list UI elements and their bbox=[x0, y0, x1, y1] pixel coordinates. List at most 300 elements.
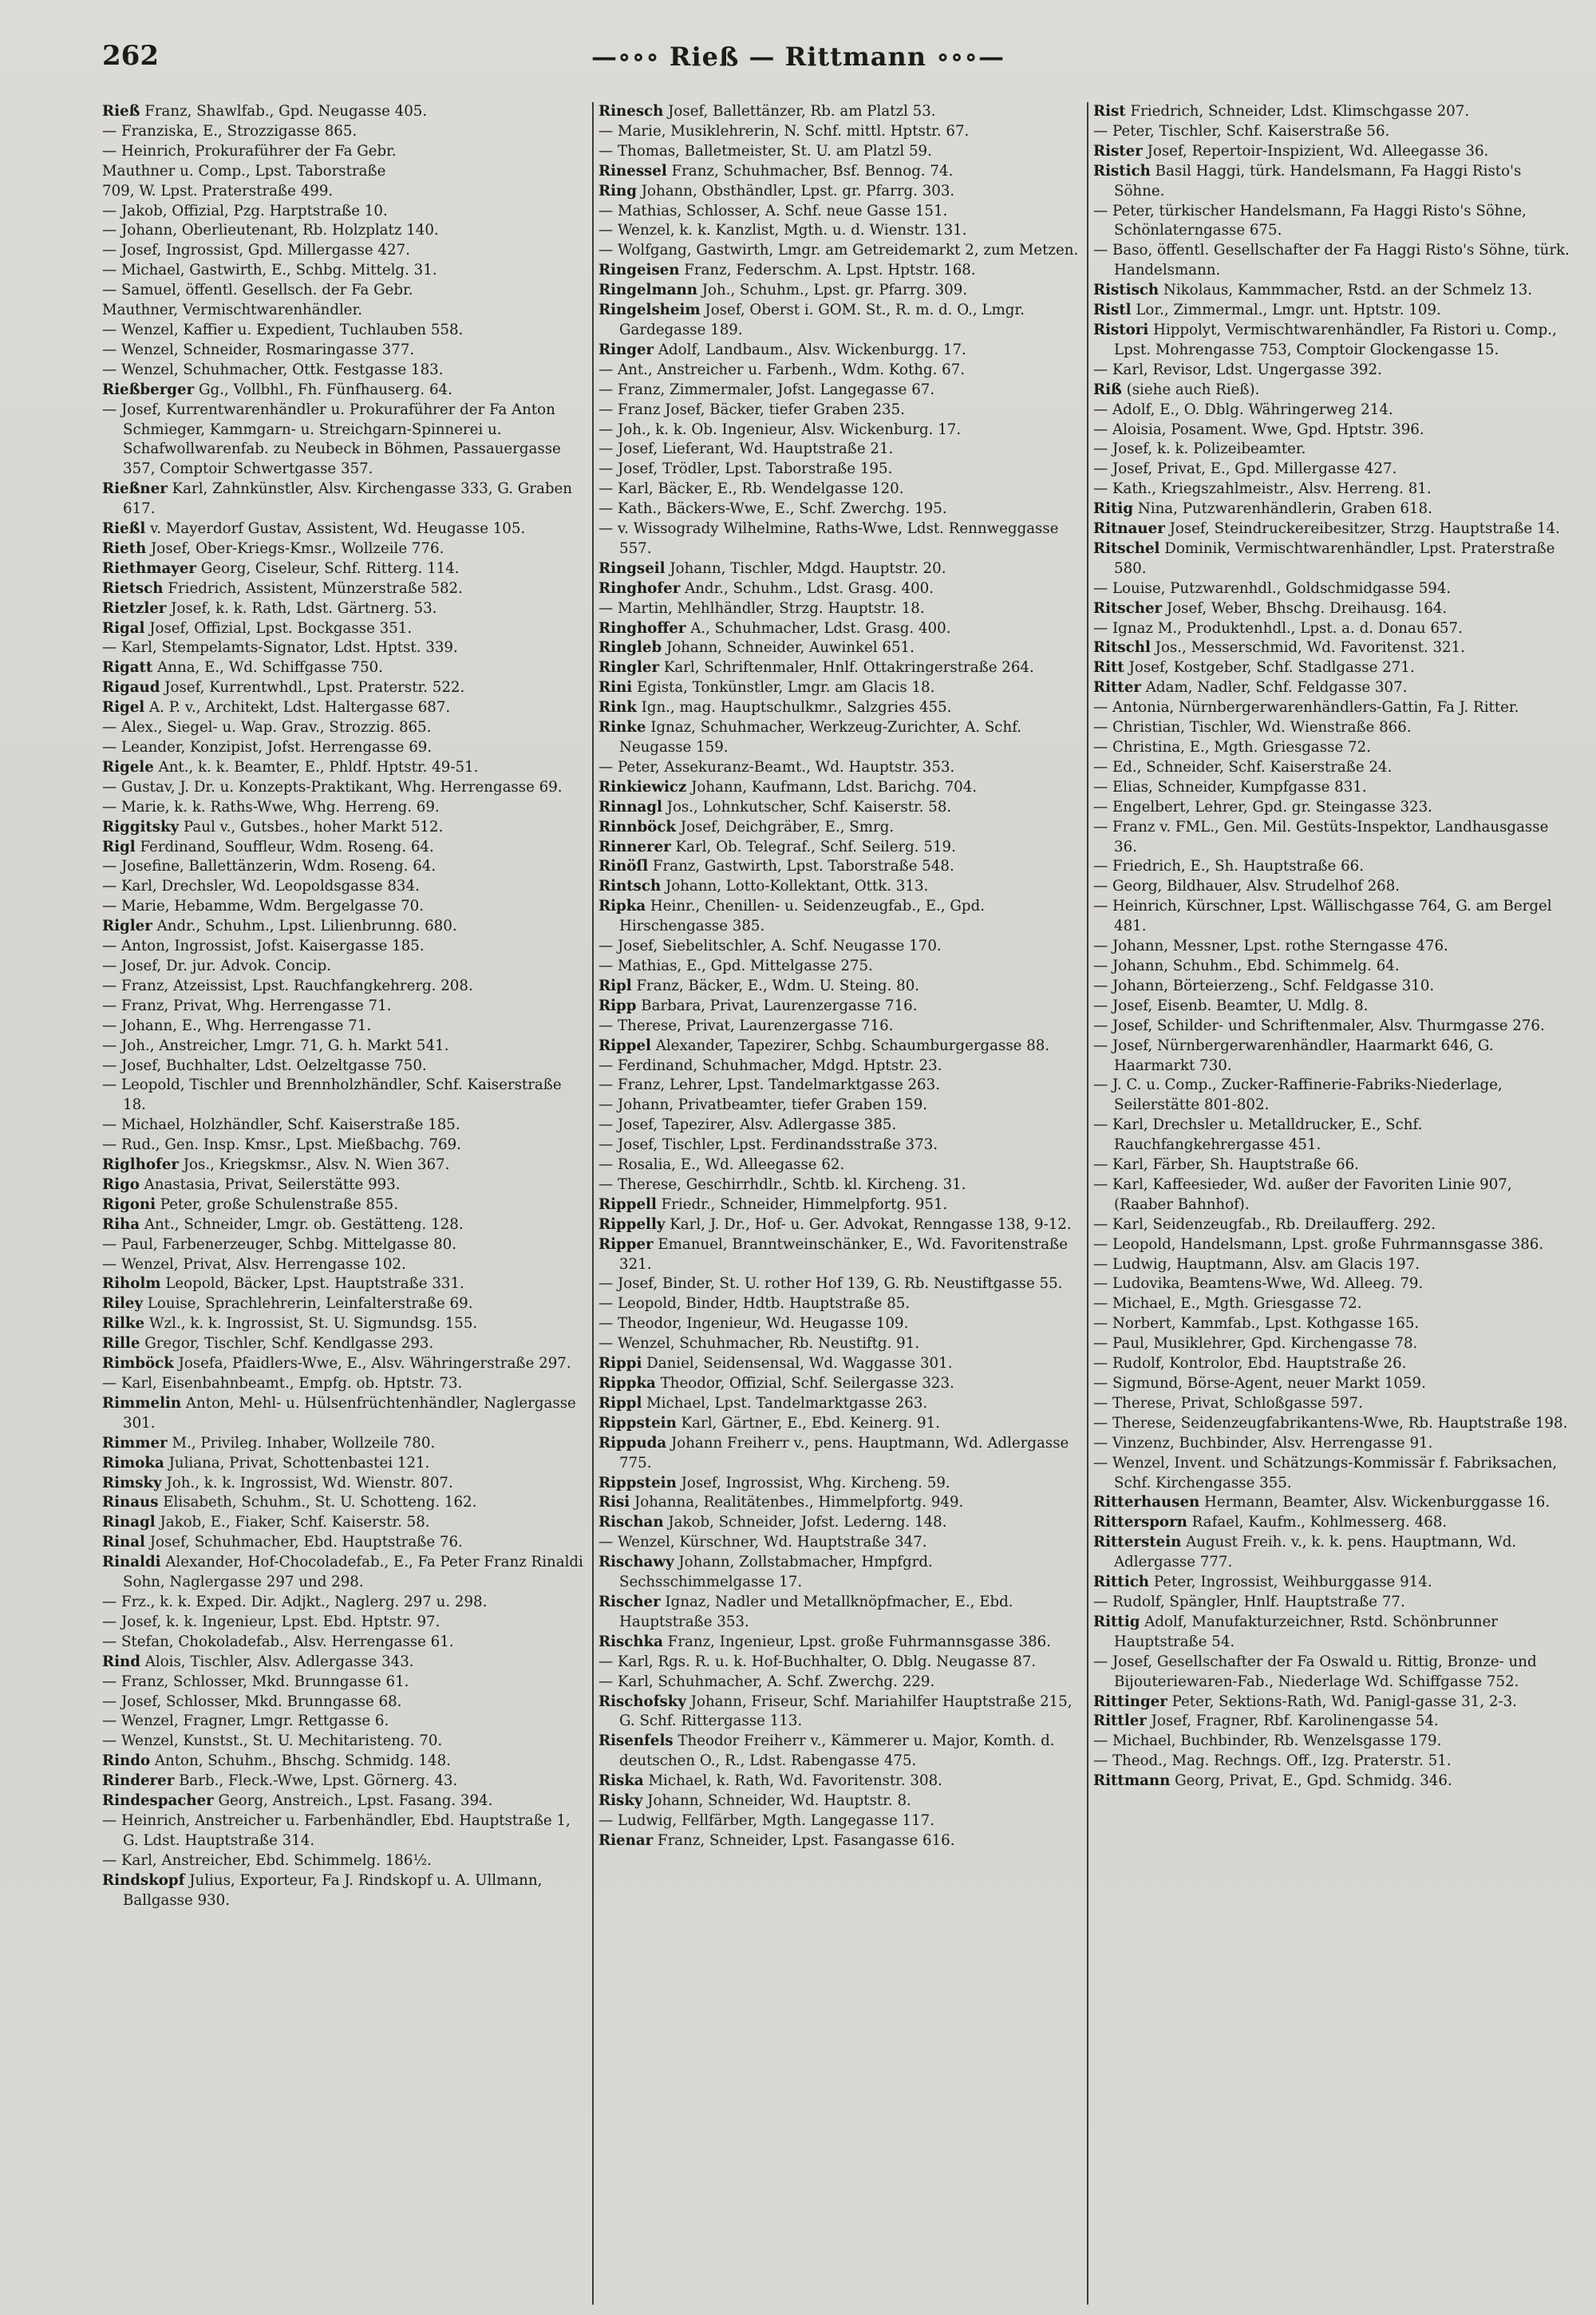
entry-surname: Rilke bbox=[102, 1315, 145, 1333]
directory-entry: Ripka Heinr., Chenillen- u. Seidenzeugfab., E., Gpd. Hirschengasse 385. bbox=[598, 898, 985, 935]
directory-entry: — Karl, Rgs. R. u. k. Hof-Buchhalter, O. Dblg. Neugasse 87. bbox=[598, 1653, 1037, 1670]
entry-surname: Rigl bbox=[102, 838, 136, 855]
directory-entry: — Michael, E., Mgth. Griesgasse 72. bbox=[1093, 1295, 1362, 1313]
directory-entry: Risenfels Theodor Freiherr v., Kämmerer u. Major, Komth. d. deutschen O., R., Ldst. Rabengasse 475. bbox=[598, 1732, 1055, 1770]
directory-entry: Rinesch Josef, Ballettänzer, Rb. am Platzl 53. bbox=[598, 103, 936, 120]
entry-surname: Rippl bbox=[598, 1394, 642, 1412]
directory-entry: — Ignaz M., Produktenhdl., Lpst. a. d. Donau 657. bbox=[1093, 619, 1463, 637]
directory-entry: Rießl v. Mayerdorf Gustav, Assistent, Wd. Heugasse 105. bbox=[102, 520, 526, 538]
entry-surname: Rindespacher bbox=[102, 1792, 214, 1810]
directory-entry: Rinnerer Karl, Ob. Telegraf., Schf. Seilerg. 519. bbox=[598, 838, 956, 855]
directory-entry: — Rudolf, Spängler, Hnlf. Hauptstraße 77. bbox=[1093, 1593, 1405, 1610]
directory-entry: Ristich Basil Haggi, türk. Handelsmann, Fa Haggi Risto's Söhne. bbox=[1093, 162, 1522, 200]
entry-surname: Rippka bbox=[598, 1375, 656, 1392]
entry-surname: Rinal bbox=[102, 1534, 145, 1551]
entry-surname: Rimmelin bbox=[102, 1394, 182, 1412]
directory-entry: — Anton, Ingrossist, Jofst. Kaisergasse 185. bbox=[102, 938, 425, 955]
directory-entry: — Elias, Schneider, Kumpfgasse 831. bbox=[1093, 778, 1367, 796]
directory-entry: — Peter, Tischler, Schf. Kaiserstraße 56. bbox=[1093, 122, 1390, 140]
directory-entry: — Therese, Geschirrhdlr., Schtb. kl. Kircheng. 31. bbox=[598, 1175, 966, 1193]
directory-entry: Rietsch Friedrich, Assistent, Münzerstraße 582. bbox=[102, 579, 463, 597]
entry-surname: Rippi bbox=[598, 1355, 642, 1373]
entry-surname: Rimmer bbox=[102, 1434, 168, 1452]
entry-surname: Ringseil bbox=[598, 559, 666, 577]
entry-surname: Riggitsky bbox=[102, 818, 180, 836]
entry-surname: Riglhofer bbox=[102, 1156, 179, 1174]
directory-entry: Rischan Jakob, Schneider, Jofst. Lederng. 148. bbox=[598, 1514, 947, 1531]
entry-surname: Rietzler bbox=[102, 599, 167, 617]
directory-entry: — Vinzenz, Buchbinder, Alsv. Herrengasse 91. bbox=[1093, 1434, 1433, 1452]
directory-entry: — Mathias, E., Gpd. Mittelgasse 275. bbox=[598, 957, 873, 974]
entry-surname: Rister bbox=[1093, 142, 1143, 160]
page-number: 262 bbox=[102, 40, 159, 72]
entry-surname: Ringelsheim bbox=[598, 302, 701, 319]
directory-entry: Rilke Wzl., k. k. Ingrossist, St. U. Sigmundsg. 155. bbox=[102, 1315, 478, 1333]
directory-entry: — Josef, Tischler, Lpst. Ferdinandsstraße 373. bbox=[598, 1136, 938, 1154]
directory-entry: — Wenzel, Kaffier u. Expedient, Tuchlauben 558. bbox=[102, 321, 464, 338]
entry-surname: Ripka bbox=[598, 898, 646, 915]
directory-entry: Ristori Hippolyt, Vermischtwarenhändler, Fa Ristori u. Comp., Lpst. Mohrengasse 753, Comptoir Glockengasse 15. bbox=[1093, 321, 1557, 358]
directory-entry: Rießner Karl, Zahnkünstler, Alsv. Kirchengasse 333, G. Graben 617. bbox=[102, 480, 572, 518]
entry-surname: Ritterhausen bbox=[1093, 1494, 1200, 1511]
entry-surname: Rinesch bbox=[598, 103, 664, 120]
entry-surname: Rietsch bbox=[102, 579, 164, 597]
entry-surname: Riha bbox=[102, 1215, 140, 1233]
entry-surname: Rind bbox=[102, 1653, 140, 1670]
directory-entry: Ringseil Johann, Tischler, Mdgd. Hauptstr. 20. bbox=[598, 559, 946, 577]
directory-entry: Rippl Michael, Lpst. Tandelmarktgasse 263. bbox=[598, 1394, 928, 1412]
directory-entry: — Rudolf, Kontrolor, Ebd. Hauptstraße 26. bbox=[1093, 1355, 1407, 1373]
directory-entry: — Friedrich, E., Sh. Hauptstraße 66. bbox=[1093, 858, 1364, 875]
directory-entry: — Josef, Ingrossist, Gpd. Millergasse 427. bbox=[102, 242, 410, 259]
directory-entry: — Josef, Schilder- und Schriftenmaler, Alsv. Thurmgasse 276. bbox=[1093, 1017, 1545, 1034]
directory-entry: Rigl Ferdinand, Souffleur, Wdm. Roseng. 64. bbox=[102, 838, 434, 855]
directory-entry: Rinal Josef, Schuhmacher, Ebd. Hauptstraße 76. bbox=[102, 1534, 463, 1551]
entry-surname: Rittig bbox=[1093, 1613, 1140, 1630]
directory-entry: Risky Johann, Schneider, Wd. Hauptstr. 8. bbox=[598, 1792, 911, 1810]
entry-surname: Rießner bbox=[102, 480, 168, 498]
directory-entry: Rischer Ignaz, Nadler und Metallknöpfmacher, E., Ebd. Hauptstraße 353. bbox=[598, 1593, 1013, 1630]
directory-entry: — Franz, Zimmermaler, Jofst. Langegasse 67. bbox=[598, 381, 935, 398]
directory-entry: — Johann, E., Whg. Herrengasse 71. bbox=[102, 1017, 372, 1034]
directory-entry: — Paul, Musiklehrer, Gpd. Kirchengasse 78. bbox=[1093, 1335, 1418, 1353]
directory-entry: Rister Josef, Repertoir-Inspizient, Wd. Alleegasse 36. bbox=[1093, 142, 1489, 160]
entry-surname: Rippuda bbox=[598, 1434, 667, 1452]
directory-entry: Riley Louise, Sprachlehrerin, Leinfalterstraße 69. bbox=[102, 1295, 473, 1313]
directory-entry: Ritterhausen Hermann, Beamter, Alsv. Wickenburggasse 16. bbox=[1093, 1494, 1551, 1511]
directory-entry: Riethmayer Georg, Ciseleur, Schf. Ritterg. 114. bbox=[102, 559, 460, 577]
entry-surname: Rinaus bbox=[102, 1494, 159, 1511]
directory-entry: Rittich Peter, Ingrossist, Weihburggasse 914. bbox=[1093, 1574, 1432, 1591]
directory-entry: — Josef, Binder, St. U. rother Hof 139, G. Rb. Neustiftgasse 55. bbox=[598, 1275, 1063, 1293]
directory-entry: — Josefine, Ballettänzerin, Wdm. Roseng. 64. bbox=[102, 858, 437, 875]
entry-surname: Rippel bbox=[598, 1037, 651, 1054]
directory-entry: — Josef, Siebelitschler, A. Schf. Neugasse 170. bbox=[598, 938, 942, 955]
directory-entry: — Franz, Schlosser, Mkd. Brunngasse 61. bbox=[102, 1673, 409, 1690]
directory-entry: — Stefan, Chokoladefab., Alsv. Herrengasse 61. bbox=[102, 1633, 454, 1650]
entry-surname: Ritig bbox=[1093, 500, 1134, 518]
directory-entry: — Josef, Buchhalter, Ldst. Oelzeltgasse 750. bbox=[102, 1057, 427, 1074]
directory-entry: Rittinger Peter, Sektions-Rath, Wd. Panigl-gasse 31, 2-3. bbox=[1093, 1693, 1517, 1710]
entry-surname: Rippell bbox=[598, 1195, 657, 1213]
entry-surname: Rittersporn bbox=[1093, 1514, 1187, 1531]
directory-entry: Ringeisen Franz, Federschm. A. Lpst. Hptstr. 168. bbox=[598, 262, 976, 279]
directory-entry: Rimböck Josefa, Pfaidlers-Wwe, E., Alsv. Währingerstraße 297. bbox=[102, 1355, 571, 1373]
directory-entry: Rigo Anastasia, Privat, Seilerstätte 993. bbox=[102, 1175, 401, 1193]
entry-surname: Riholm bbox=[102, 1275, 161, 1293]
directory-entry: Rittmann Georg, Privat, E., Gpd. Schmidg. 346. bbox=[1093, 1772, 1452, 1790]
entry-surname: Rinaldi bbox=[102, 1554, 161, 1571]
entry-surname: Ringelmann bbox=[598, 282, 697, 299]
directory-entry: — Ludwig, Hauptmann, Alsv. am Glacis 197. bbox=[1093, 1255, 1420, 1273]
entry-surname: Rinagl bbox=[102, 1514, 156, 1531]
entry-surname: Rinke bbox=[598, 719, 646, 737]
directory-entry: Rippuda Johann Freiherr v., pens. Hauptmann, Wd. Adlergasse 775. bbox=[598, 1434, 1069, 1472]
directory-entry: Rink Ign., mag. Hauptschulkmr., Salzgries 455. bbox=[598, 699, 952, 717]
directory-entry: — Franziska, E., Strozzigasse 865. bbox=[102, 122, 358, 140]
directory-entry: — Kath., Kriegszahlmeistr., Alsv. Herreng. 81. bbox=[1093, 480, 1432, 498]
directory-entry: — Wenzel, Schneider, Rosmaringasse 377. bbox=[102, 341, 415, 358]
directory-entry: — Josef, Lieferant, Wd. Hauptstraße 21. bbox=[598, 440, 894, 458]
directory-entry: — Ed., Schneider, Schf. Kaiserstraße 24. bbox=[1093, 758, 1393, 776]
directory-entry: Rieß Franz, Shawlfab., Gpd. Neugasse 405. bbox=[102, 103, 428, 120]
directory-entry: Rinke Ignaz, Schuhmacher, Werkzeug-Zurichter, A. Schf. Neugasse 159. bbox=[598, 719, 1022, 756]
entry-surname: Rischer bbox=[598, 1593, 661, 1610]
entry-surname: Ringler bbox=[598, 659, 660, 677]
entry-surname: Rippstein bbox=[598, 1474, 677, 1491]
directory-entry: — Therese, Seidenzeugfabrikantens-Wwe, Rb. Hauptstraße 198. bbox=[1093, 1414, 1568, 1432]
entry-surname: Rigel bbox=[102, 699, 145, 717]
directory-entry: Rist Friedrich, Schneider, Ldst. Klimschgasse 207. bbox=[1093, 103, 1470, 120]
entry-surname: Ritnauer bbox=[1093, 520, 1165, 538]
directory-entry: — Adolf, E., O. Dblg. Währingerweg 214. bbox=[1093, 401, 1393, 418]
directory-entry: Rindskopf Julius, Exporteur, Fa J. Rindskopf u. A. Ullmann, Ballgasse 930. bbox=[102, 1871, 543, 1909]
entry-surname: Ringleb bbox=[598, 639, 662, 657]
directory-entry: Rille Gregor, Tischler, Schf. Kendlgasse 293. bbox=[102, 1335, 434, 1353]
directory-entry: — Josef, Kurrentwarenhändler u. Prokuraführer der Fa Anton Schmieger, Kammgarn- u. Streichgarn-Spinnerei u. Schafwollwarenfab. zu Neubeck in Böhmen, Passauergasse 357, Comptoir Schwertgasse 357. bbox=[102, 401, 561, 478]
directory-entry: Mauthner, Vermischtwarenhändler. bbox=[102, 302, 363, 319]
directory-entry: — Leopold, Tischler und Brennholzhändler, Schf. Kaiserstraße 18. bbox=[102, 1077, 562, 1114]
entry-surname: Rienar bbox=[598, 1831, 654, 1849]
directory-entry: — Christina, E., Mgth. Griesgasse 72. bbox=[1093, 739, 1371, 756]
directory-entry: Rinagl Jakob, E., Fiaker, Schf. Kaiserstr. 58. bbox=[102, 1514, 430, 1531]
entry-surname: Rigler bbox=[102, 918, 152, 935]
directory-entry: — Franz, Privat, Whg. Herrengasse 71. bbox=[102, 997, 392, 1014]
directory-entry: Rippstein Karl, Gärtner, E., Ebd. Keinerg. 91. bbox=[598, 1414, 940, 1432]
directory-entry: — Karl, Stempelamts-Signator, Ldst. Hptst. 339. bbox=[102, 639, 458, 657]
directory-entry: — Wenzel, Kürschner, Wd. Hauptstraße 347. bbox=[598, 1534, 927, 1551]
entry-surname: Risi bbox=[598, 1494, 630, 1511]
entry-surname: Rigaud bbox=[102, 679, 160, 697]
directory-entry: — Leopold, Binder, Hdtb. Hauptstraße 85. bbox=[598, 1295, 911, 1313]
entry-surname: Rießl bbox=[102, 520, 146, 538]
directory-entry: Rippi Daniel, Seidensensal, Wd. Waggasse 301. bbox=[598, 1355, 953, 1373]
directory-entry: Rinaus Elisabeth, Schuhm., St. U. Schotteng. 162. bbox=[102, 1494, 477, 1511]
directory-entry: — Johann, Messner, Lpst. rothe Sterngasse 476. bbox=[1093, 938, 1448, 955]
directory-entry: — Wenzel, Kunstst., St. U. Mechitaristeng. 70. bbox=[102, 1732, 443, 1750]
entry-surname: Rintsch bbox=[598, 878, 662, 895]
directory-entry: Ring Johann, Obsthändler, Lpst. gr. Pfarrg. 303. bbox=[598, 182, 955, 200]
entry-surname: Rimoka bbox=[102, 1454, 164, 1472]
directory-entry: Rimoka Juliana, Privat, Schottenbastei 121. bbox=[102, 1454, 430, 1472]
directory-entry: — Josef, Dr. jur. Advok. Concip. bbox=[102, 957, 331, 974]
directory-entry: Rittler Josef, Fragner, Rbf. Karolinengasse 54. bbox=[1093, 1713, 1439, 1730]
entry-surname: Rinessel bbox=[598, 162, 667, 180]
directory-entry: — Ludwig, Fellfärber, Mgth. Langegasse 117. bbox=[598, 1811, 935, 1829]
directory-entry: Riska Michael, k. Rath, Wd. Favoritenstr. 308. bbox=[598, 1772, 942, 1790]
directory-entry: — Karl, Schuhmacher, A. Schf. Zwerchg. 229. bbox=[598, 1673, 935, 1690]
entry-surname: Rist bbox=[1093, 103, 1126, 120]
directory-entry: Rigele Ant., k. k. Beamter, E., Phldf. Hptstr. 49-51. bbox=[102, 758, 479, 776]
directory-entry: — Joh., Anstreicher, Lmgr. 71, G. h. Markt 541. bbox=[102, 1037, 449, 1054]
directory-entry: Ripp Barbara, Privat, Laurenzergasse 716. bbox=[598, 997, 918, 1014]
directory-entry: — Leander, Konzipist, Jofst. Herrengasse 69. bbox=[102, 739, 433, 756]
directory-entry: — Johann, Schuhm., Ebd. Schimmelg. 64. bbox=[1093, 957, 1400, 974]
entry-surname: Rinnböck bbox=[598, 818, 676, 836]
directory-entry: — Franz Josef, Bäcker, tiefer Graben 235. bbox=[598, 401, 905, 418]
directory-entry: Ringleb Johann, Schneider, Auwinkel 651. bbox=[598, 639, 915, 657]
entry-surname: Ripp bbox=[598, 997, 637, 1014]
directory-entry: Rinaldi Alexander, Hof-Chocoladefab., E., Fa Peter Franz Rinaldi Sohn, Naglergasse 297 und 298. bbox=[102, 1554, 583, 1591]
entry-surname: Rinderer bbox=[102, 1772, 175, 1790]
directory-entry: Rindo Anton, Schuhm., Bhschg. Schmidg. 148. bbox=[102, 1752, 451, 1770]
directory-entry: Riß (siehe auch Rieß). bbox=[1093, 381, 1260, 398]
directory-entry: — Sigmund, Börse-Agent, neuer Markt 1059. bbox=[1093, 1375, 1426, 1392]
entry-surname: Ritterstein bbox=[1093, 1534, 1182, 1551]
directory-entry: Rittig Adolf, Manufakturzeichner, Rstd. Schönbrunner Hauptstraße 54. bbox=[1093, 1613, 1498, 1650]
directory-entry: — Kath., Bäckers-Wwe, E., Schf. Zwerchg. 195. bbox=[598, 500, 947, 518]
directory-entry: Rischawy Johann, Zollstabmacher, Hmpfgrd. Sechsschimmelgasse 17. bbox=[598, 1554, 933, 1591]
directory-entry: — J. C. u. Comp., Zucker-Raffinerie-Fabriks-Niederlage, Seilerstätte 801-802. bbox=[1093, 1077, 1503, 1114]
entry-surname: Risenfels bbox=[598, 1732, 674, 1750]
entry-surname: Ripper bbox=[598, 1235, 654, 1253]
directory-entry: — Therese, Privat, Laurenzergasse 716. bbox=[598, 1017, 894, 1034]
directory-entry: — Johann, Privatbeamter, tiefer Graben 159. bbox=[598, 1096, 928, 1114]
entry-surname: Ritscher bbox=[1093, 599, 1163, 617]
directory-entry: Rietzler Josef, k. k. Rath, Ldst. Gärtnerg. 53. bbox=[102, 599, 437, 617]
entry-surname: Ristori bbox=[1093, 321, 1149, 338]
entry-surname: Rittinger bbox=[1093, 1693, 1167, 1710]
entry-surname: Ringhofer bbox=[598, 579, 681, 597]
directory-entry: — Peter, türkischer Handelsmann, Fa Haggi Risto's Söhne, Schönlaterngasse 675. bbox=[1093, 202, 1527, 239]
directory-entry: — Therese, Privat, Schloßgasse 597. bbox=[1093, 1394, 1363, 1412]
column-2 bbox=[592, 102, 1087, 2305]
directory-entry: Ringer Adolf, Landbaum., Alsv. Wickenburgg. 17. bbox=[598, 341, 966, 358]
directory-entry: — Johann, Börteierzeng., Schf. Feldgasse 310. bbox=[1093, 977, 1435, 994]
directory-entry: — Baso, öffentl. Gesellschafter der Fa Haggi Risto's Söhne, türk. Handelsmann. bbox=[1093, 242, 1570, 279]
directory-entry: — Frz., k. k. Exped. Dir. Adjkt., Naglerg. 297 u. 298. bbox=[102, 1593, 488, 1610]
directory-entry: Ringelmann Joh., Schuhm., Lpst. gr. Pfarrg. 309. bbox=[598, 282, 968, 299]
directory-entry: Rischka Franz, Ingenieur, Lpst. große Fuhrmannsgasse 386. bbox=[598, 1633, 1052, 1650]
entry-surname: Ringeisen bbox=[598, 262, 680, 279]
directory-entry: — Karl, Seidenzeugfab., Rb. Dreilaufferg. 292. bbox=[1093, 1215, 1436, 1233]
entry-surname: Riethmayer bbox=[102, 559, 196, 577]
entry-surname: Rindskopf bbox=[102, 1871, 185, 1889]
directory-entry: — Aloisia, Posament. Wwe, Gpd. Hptstr. 396. bbox=[1093, 421, 1424, 438]
directory-entry: Ringhofer Andr., Schuhm., Ldst. Grasg. 400. bbox=[598, 579, 934, 597]
directory-entry: Rigal Josef, Offizial, Lpst. Bockgasse 351. bbox=[102, 619, 413, 637]
entry-surname: Rinnagl bbox=[598, 798, 662, 816]
directory-entry: Rigler Andr., Schuhm., Lpst. Lilienbrunng. 680. bbox=[102, 918, 457, 935]
directory-entry: Risi Johanna, Realitätenbes., Himmelpfortg. 949. bbox=[598, 1494, 964, 1511]
directory-entry: Rinderer Barb., Fleck.-Wwe, Lpst. Görnerg. 43. bbox=[102, 1772, 458, 1790]
directory-entry: Ripl Franz, Bäcker, E., Wdm. U. Steing. 80. bbox=[598, 977, 920, 994]
directory-entry: — Karl, Kaffeesieder, Wd. außer der Favoriten Linie 907, (Raaber Bahnhof). bbox=[1093, 1175, 1512, 1213]
directory-entry: — Engelbert, Lehrer, Gpd. gr. Steingasse 323. bbox=[1093, 798, 1432, 816]
entry-surname: Rimböck bbox=[102, 1355, 174, 1373]
directory-entry: — Franz v. FML., Gen. Mil. Gestüts-Inspektor, Landhausgasse 36. bbox=[1093, 818, 1549, 855]
directory-entry: — Josef, Tapezirer, Alsv. Adlergasse 385. bbox=[598, 1116, 897, 1134]
directory-entry: — Leopold, Handelsmann, Lpst. große Fuhrmannsgasse 386. bbox=[1093, 1235, 1544, 1253]
directory-entry: Rittersporn Rafael, Kaufm., Kohlmesserg. 468. bbox=[1093, 1514, 1448, 1531]
directory-entry: — Joh., k. k. Ob. Ingenieur, Alsv. Wickenburg. 17. bbox=[598, 421, 962, 438]
column-1 bbox=[97, 102, 592, 2305]
directory-entry: — Alex., Siegel- u. Wap. Grav., Strozzig. 865. bbox=[102, 719, 432, 737]
entry-surname: Ristisch bbox=[1093, 282, 1159, 299]
directory-entry: — Josef, Privat, E., Gpd. Millergasse 427. bbox=[1093, 460, 1397, 478]
directory-entry: — Louise, Putzwarenhdl., Goldschmidgasse 594. bbox=[1093, 579, 1452, 597]
directory-entry: Ritschel Dominik, Vermischtwarenhändler, Lpst. Praterstraße 580. bbox=[1093, 539, 1555, 577]
entry-surname: Rischan bbox=[598, 1514, 664, 1531]
directory-entry: — Karl, Drechsler u. Metalldrucker, E., Schf. Rauchfangkehrergasse 451. bbox=[1093, 1116, 1423, 1154]
directory-entry: — Heinrich, Prokuraführer der Fa Gebr. bbox=[102, 142, 397, 160]
directory-entry: Rieth Josef, Ober-Kriegs-Kmsr., Wollzeile 776. bbox=[102, 539, 444, 557]
entry-surname: Rischka bbox=[598, 1633, 663, 1650]
entry-surname: Rigal bbox=[102, 619, 145, 637]
directory-entry: — Karl, Bäcker, E., Rb. Wendelgasse 120. bbox=[598, 480, 904, 498]
directory-entry: — Marie, Hebamme, Wdm. Bergelgasse 70. bbox=[102, 898, 425, 915]
directory-entry: — Josef, k. k. Polizeibeamter. bbox=[1093, 440, 1306, 458]
directory-columns bbox=[97, 102, 1582, 2305]
directory-entry: — Marie, Musiklehrerin, N. Schf. mittl. Hptstr. 67. bbox=[598, 122, 970, 140]
directory-entry: — Wenzel, Privat, Alsv. Herrengasse 102. bbox=[102, 1255, 406, 1273]
entry-surname: Ritschl bbox=[1093, 639, 1151, 657]
directory-entry: — Josef, Schlosser, Mkd. Brunngasse 68. bbox=[102, 1693, 402, 1710]
entry-surname: Rille bbox=[102, 1335, 140, 1353]
directory-entry: Riglhofer Jos., Kriegskmsr., Alsv. N. Wien 367. bbox=[102, 1156, 450, 1174]
directory-entry: Rigel A. P. v., Architekt, Ldst. Haltergasse 687. bbox=[102, 699, 451, 717]
directory-entry: — Wenzel, Schuhmacher, Rb. Neustiftg. 91. bbox=[598, 1335, 920, 1353]
directory-entry: — Heinrich, Kürschner, Lpst. Wällischgasse 764, G. am Bergel 481. bbox=[1093, 898, 1552, 935]
entry-surname: Rittler bbox=[1093, 1713, 1147, 1730]
directory-entry: Ringhoffer A., Schuhmacher, Ldst. Grasg. 400. bbox=[598, 619, 951, 637]
directory-entry: — Thomas, Balletmeister, St. U. am Platzl 59. bbox=[598, 142, 932, 160]
directory-entry: — Jakob, Offizial, Pzg. Harptstraße 10. bbox=[102, 202, 388, 219]
directory-entry: — Norbert, Kammfab., Lpst. Kothgasse 165. bbox=[1093, 1315, 1420, 1333]
entry-surname: Rippelly bbox=[598, 1215, 666, 1233]
directory-entry: Rinöſl Franz, Gastwirth, Lpst. Taborstraße 548. bbox=[598, 858, 954, 875]
directory-entry: Rießberger Gg., Vollbhl., Fh. Fünfhauserg. 64. bbox=[102, 381, 452, 398]
directory-entry: Rinkiewicz Johann, Kaufmann, Ldst. Barichg. 704. bbox=[598, 778, 978, 796]
entry-surname: Riß bbox=[1093, 381, 1122, 398]
directory-entry: — Franz, Atzeissist, Lpst. Rauchfangkehrerg. 208. bbox=[102, 977, 473, 994]
directory-entry: Mauthner u. Comp., Lpst. Taborstraße bbox=[102, 162, 386, 180]
entry-surname: Rimsky bbox=[102, 1474, 162, 1491]
directory-entry: Rigatt Anna, E., Wd. Schiffgasse 750. bbox=[102, 659, 383, 677]
directory-entry: 709, W. Lpst. Praterstraße 499. bbox=[102, 182, 334, 200]
directory-entry: — Rosalia, E., Wd. Alleegasse 62. bbox=[598, 1156, 845, 1174]
entry-surname: Rigo bbox=[102, 1175, 140, 1193]
entry-surname: Rießberger bbox=[102, 381, 195, 398]
entry-surname: Ritschel bbox=[1093, 539, 1160, 557]
directory-entry: — Karl, Anstreicher, Ebd. Schimmelg. 186½. bbox=[102, 1851, 432, 1869]
directory-entry: — Michael, Holzhändler, Schf. Kaiserstraße 185. bbox=[102, 1116, 460, 1134]
entry-surname: Ringhoffer bbox=[598, 619, 686, 637]
directory-entry: Rinnböck Josef, Deichgräber, E., Smrg. bbox=[598, 818, 895, 836]
directory-entry: Ristisch Nikolaus, Kammmacher, Rstd. an der Schmelz 13. bbox=[1093, 282, 1533, 299]
directory-entry: Rinnagl Jos., Lohnkutscher, Schf. Kaiserstr. 58. bbox=[598, 798, 952, 816]
entry-surname: Rippstein bbox=[598, 1414, 677, 1432]
directory-entry: Rimmelin Anton, Mehl- u. Hülsenfrüchtenhändler, Naglergasse 301. bbox=[102, 1394, 576, 1432]
entry-surname: Rischofsky bbox=[598, 1693, 686, 1710]
entry-surname: Ritt bbox=[1093, 659, 1124, 677]
directory-entry: — Antonia, Nürnbergerwarenhändlers-Gattin, Fa J. Ritter. bbox=[1093, 699, 1519, 717]
directory-entry: — Marie, k. k. Raths-Wwe, Whg. Herreng. 69. bbox=[102, 798, 440, 816]
directory-entry: Ritnauer Josef, Steindruckereibesitzer, Strzg. Hauptstraße 14. bbox=[1093, 520, 1560, 538]
entry-surname: Ristich bbox=[1093, 162, 1151, 180]
directory-entry: Ritterstein August Freih. v., k. k. pens. Hauptmann, Wd. Adlergasse 777. bbox=[1093, 1534, 1517, 1571]
directory-entry: Rintsch Johann, Lotto-Kollektant, Ottk. 313. bbox=[598, 878, 929, 895]
entry-surname: Rinöſl bbox=[598, 858, 649, 875]
directory-entry: — Michael, Buchbinder, Rb. Wenzelsgasse 179. bbox=[1093, 1732, 1442, 1750]
directory-entry: Rinessel Franz, Schuhmacher, Bsf. Bennog. 74. bbox=[598, 162, 954, 180]
directory-entry: Rini Egista, Tonkünstler, Lmgr. am Glacis 18. bbox=[598, 679, 935, 697]
directory-entry: Rippel Alexander, Tapezirer, Schbg. Schaumburgergasse 88. bbox=[598, 1037, 1050, 1054]
directory-entry: Ritig Nina, Putzwarenhändlerin, Graben 618. bbox=[1093, 500, 1432, 518]
entry-surname: Ripl bbox=[598, 977, 632, 994]
entry-surname: Riska bbox=[598, 1772, 644, 1790]
entry-surname: Risky bbox=[598, 1792, 643, 1810]
directory-entry: Rippell Friedr., Schneider, Himmelpfortg. 951. bbox=[598, 1195, 948, 1213]
entry-surname: Rini bbox=[598, 679, 633, 697]
directory-entry: Riggitsky Paul v., Gutsbes., hoher Markt 512. bbox=[102, 818, 444, 836]
directory-entry: Rind Alois, Tischler, Alsv. Adlergasse 343. bbox=[102, 1653, 414, 1670]
directory-entry: — Josef, Trödler, Lpst. Taborstraße 195. bbox=[598, 460, 893, 478]
directory-entry: — Wenzel, k. k. Kanzlist, Mgth. u. d. Wienstr. 131. bbox=[598, 222, 967, 239]
directory-entry: — Theod., Mag. Rechngs. Off., Izg. Praterstr. 51. bbox=[1093, 1752, 1452, 1770]
directory-entry: Rippka Theodor, Offizial, Schf. Seilergasse 323. bbox=[598, 1375, 954, 1392]
entry-surname: Rischawy bbox=[598, 1554, 674, 1571]
entry-surname: Rigele bbox=[102, 758, 154, 776]
directory-entry: Ringelsheim Josef, Oberst i. GOM. St., R. m. d. O., Lmgr. Gardegasse 189. bbox=[598, 302, 1025, 338]
entry-surname: Rieß bbox=[102, 103, 140, 120]
entry-surname: Rinkiewicz bbox=[598, 778, 687, 796]
directory-entry: — Mathias, Schlosser, A. Schf. neue Gasse 151. bbox=[598, 202, 948, 219]
directory-entry: Riha Ant., Schneider, Lmgr. ob. Gestätteng. 128. bbox=[102, 1215, 464, 1233]
directory-entry: Ritter Adam, Nadler, Schf. Feldgasse 307. bbox=[1093, 679, 1408, 697]
directory-entry: — Franz, Lehrer, Lpst. Tandelmarktgasse 263. bbox=[598, 1077, 940, 1094]
directory-entry: Rischofsky Johann, Friseur, Schf. Mariahilfer Hauptstraße 215, G. Schf. Rittergasse 113. bbox=[598, 1693, 1073, 1730]
directory-entry: — Josef, Gesellschafter der Fa Oswald u. Rittig, Bronze- und Bijouteriewaren-Fab., Niederlage Wd. Schiffgasse 752. bbox=[1093, 1653, 1537, 1690]
entry-surname: Rigatt bbox=[102, 659, 153, 677]
directory-entry: — Theodor, Ingenieur, Wd. Heugasse 109. bbox=[598, 1315, 909, 1333]
directory-entry: — Samuel, öffentl. Gesellsch. der Fa Gebr. bbox=[102, 282, 413, 299]
directory-entry: — Michael, Gastwirth, E., Schbg. Mittelg. 31. bbox=[102, 262, 437, 279]
directory-entry: — Christian, Tischler, Wd. Wienstraße 866. bbox=[1093, 719, 1412, 737]
directory-entry: — Karl, Drechsler, Wd. Leopoldsgasse 834. bbox=[102, 878, 420, 895]
directory-entry: — Johann, Oberlieutenant, Rb. Holzplatz 140. bbox=[102, 222, 439, 239]
directory-entry: — Peter, Assekuranz-Beamt., Wd. Hauptstr. 353. bbox=[598, 758, 955, 776]
directory-entry: — Ant., Anstreicher u. Farbenh., Wdm. Kothg. 67. bbox=[598, 361, 966, 378]
directory-entry: — Karl, Färber, Sh. Hauptstraße 66. bbox=[1093, 1156, 1359, 1174]
directory-entry: Ritschl Jos., Messerschmid, Wd. Favoritenst. 321. bbox=[1093, 639, 1465, 657]
directory-entry: — Josef, Nürnbergerwarenhändler, Haarmarkt 646, G. Haarmarkt 730. bbox=[1093, 1037, 1494, 1074]
directory-entry: Rigoni Peter, große Schulenstraße 855. bbox=[102, 1195, 399, 1213]
directory-entry: — Heinrich, Anstreicher u. Farbenhändler, Ebd. Hauptstraße 1, G. Ldst. Hauptstraße 314. bbox=[102, 1811, 571, 1849]
directory-entry: Rimsky Joh., k. k. Ingrossist, Wd. Wienstr. 807. bbox=[102, 1474, 453, 1491]
directory-entry: Rindespacher Georg, Anstreich., Lpst. Fasang. 394. bbox=[102, 1792, 493, 1810]
entry-surname: Rigoni bbox=[102, 1195, 156, 1213]
